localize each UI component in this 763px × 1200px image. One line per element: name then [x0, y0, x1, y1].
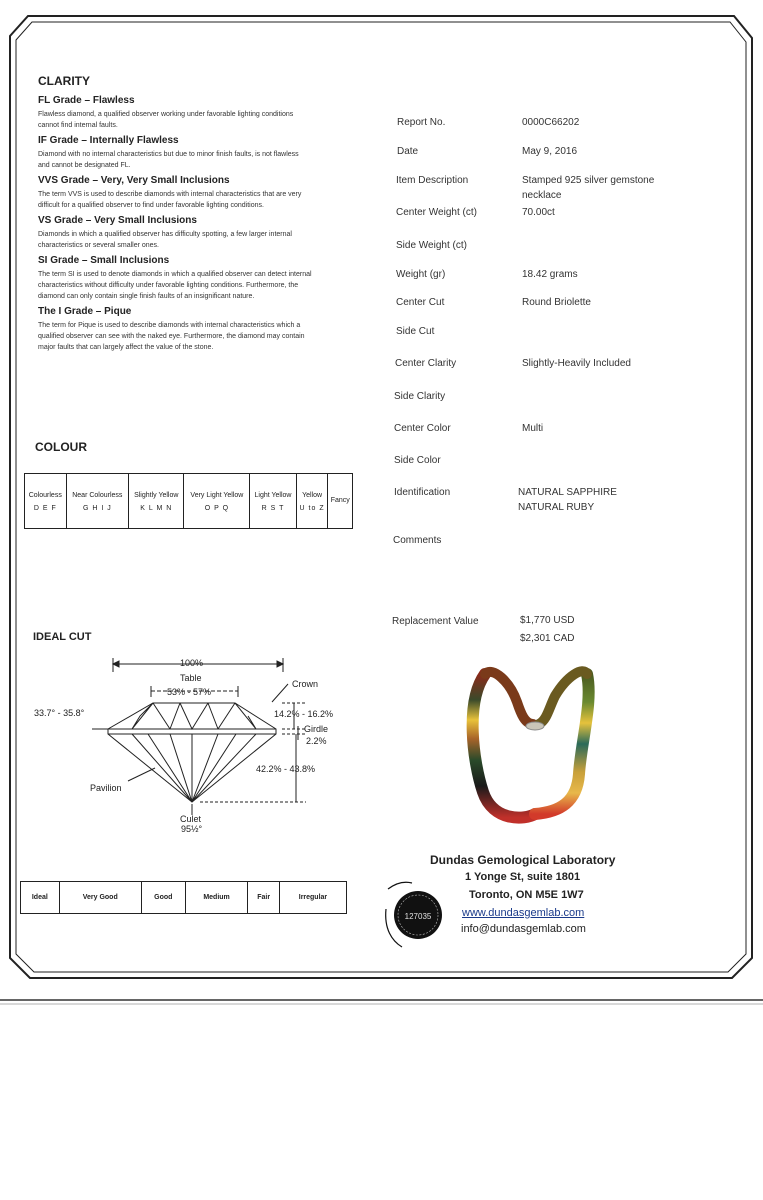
clarity-grade-title: The I Grade – Pique [38, 306, 132, 317]
colour-heading: COLOUR [35, 440, 87, 454]
lab-name: Dundas Gemological Laboratory [430, 853, 616, 867]
label-girdle: Girdle [304, 724, 329, 734]
label-pavilion-depth: 42.2% - 43.8% [256, 764, 316, 774]
cut-grade-cell: Very Good [59, 882, 141, 914]
report-field-value: 0000C66202 [522, 117, 580, 128]
lab-seal-stamp [382, 879, 452, 951]
label-pavilion: Pavilion [90, 783, 122, 793]
label-girdle-value: 2.2% [306, 736, 327, 746]
clarity-grade-description: The term for Pique is used to describe diamonds with internal characteristics which a [38, 322, 301, 329]
report-field-label: Identification [394, 487, 451, 498]
report-field-label: Date [397, 146, 419, 157]
colour-grade-code: O P Q [204, 504, 230, 512]
report-field-value: Multi [522, 423, 544, 434]
label-table-range: 53% - 57% [167, 687, 212, 697]
label-crown-height: 14.2% - 16.2% [274, 709, 334, 719]
report-field-value: Round Briolette [522, 297, 591, 308]
report-field-label: Side Weight (ct) [396, 240, 467, 251]
colour-grade-code: R S T [261, 504, 285, 512]
colour-grade-name: Yellow [302, 491, 323, 499]
report-field-label: Side Cut [396, 326, 435, 337]
clarity-grade-title: VS Grade – Very Small Inclusions [38, 215, 197, 226]
clarity-grade-title: IF Grade – Internally Flawless [38, 135, 179, 146]
colour-scale-cell [129, 474, 184, 529]
cut-grade-cell: Good [141, 882, 185, 914]
necklace-photo [455, 662, 615, 832]
report-field-label: Side Color [394, 455, 441, 466]
label-crown: Crown [292, 679, 319, 689]
cut-grade-cell: Fair [248, 882, 280, 914]
report-field-label: Center Color [394, 423, 451, 434]
report-field-value: 18.42 grams [522, 269, 578, 280]
clarity-grade-title: VVS Grade – Very, Very Small Inclusions [38, 175, 230, 186]
clarity-grade-description: major faults that can largely affect the value of the stone. [38, 344, 214, 351]
clarity-grade-description: characteristics or several smaller ones. [38, 242, 159, 249]
cut-grade-cell: Ideal [21, 882, 60, 914]
label-crown-angle: 33.7° - 35.8° [34, 708, 85, 718]
colour-grade-name: Colourless [28, 491, 62, 499]
label-culet-value: 95½° [181, 824, 203, 834]
clarity-grade-description: The term VVS is used to describe diamonds with internal characteristics that are very [38, 191, 302, 198]
report-field-label: Weight (gr) [396, 269, 446, 280]
clarity-grade-description: characteristics without difficulty under favorable lighting conditions. Furthermore, the [38, 282, 299, 289]
colour-grade-code: K L M N [140, 504, 173, 512]
report-field-value: May 9, 2016 [522, 146, 578, 157]
clarity-grade-description: Diamonds in which a qualified observer has difficulty spotting, a few larger internal [38, 231, 292, 238]
replacement-value-usd: $1,770 USD [520, 615, 575, 626]
lab-website-link[interactable]: www.dundasgemlab.com [462, 907, 585, 919]
colour-scale-cell [25, 474, 67, 529]
report-field-value: 70.00ct [522, 207, 555, 218]
cut-grade-cell: Irregular [279, 882, 346, 914]
colour-grade-name: Near Colourless [72, 491, 123, 499]
colour-scale-cell [184, 474, 250, 529]
label-total-width: 100% [180, 658, 204, 668]
colour-grade-code: D E F [33, 504, 57, 512]
colour-scale-cell [296, 474, 328, 529]
report-field-label: Side Clarity [394, 391, 446, 402]
clarity-grade-description: difficult for a qualified observer to find under favorable lighting conditions. [38, 202, 264, 209]
lab-email: info@dundasgemlab.com [461, 923, 586, 935]
ideal-cut-heading: IDEAL CUT [33, 631, 92, 643]
colour-grade-name: Slightly Yellow [134, 491, 179, 499]
lab-address-line1: 1 Yonge St, suite 1801 [465, 871, 581, 883]
clarity-heading: CLARITY [38, 74, 90, 88]
report-field-label: Report No. [397, 117, 446, 128]
colour-scale-cell [250, 474, 296, 529]
clarity-grade-description: The term SI is used to denote diamonds in which a qualified observer can detect internal [38, 271, 312, 278]
cut-grade-cell: Medium [185, 882, 248, 914]
report-field-label: Center Weight (ct) [396, 207, 477, 218]
report-field-label: Center Cut [396, 297, 445, 308]
replacement-value-cad: $2,301 CAD [520, 633, 575, 644]
seal-number: 127035 [404, 912, 432, 921]
replacement-value-label: Replacement Value [392, 616, 479, 627]
clarity-grade-title: FL Grade – Flawless [38, 95, 135, 106]
cut-grade-scale [20, 881, 347, 914]
clarity-grade-description: Flawless diamond, a qualified observer working under favorable lighting conditions [38, 111, 294, 118]
report-field-label: Center Clarity [395, 358, 457, 369]
colour-scale-table [24, 473, 353, 529]
report-field-value: Slightly-Heavily Included [522, 358, 631, 369]
report-field-label: Comments [393, 535, 442, 546]
report-field-value: NATURAL SAPPHIRE NATURAL RUBY [518, 487, 617, 513]
colour-scale-cell [66, 474, 128, 529]
colour-grade-code: G H I J [82, 504, 112, 512]
report-field-label: Item Description [396, 175, 469, 186]
report-field-value: Stamped 925 silver gemstone necklace [522, 175, 655, 201]
colour-grade-name: Very Light Yellow [190, 491, 244, 499]
colour-grade-code: U to Z [299, 504, 325, 512]
clarity-grade-description: Diamond with no internal characteristics but due to minor finish faults, is not flawless [38, 151, 299, 158]
clarity-grade-title: SI Grade – Small Inclusions [38, 255, 170, 266]
clarity-grade-description: qualified observer can see with the naked eye. Furthermore, the diamond may contain [38, 333, 305, 340]
diamond-cut-diagram [20, 650, 360, 840]
colour-grade-name: Fancy [330, 497, 350, 504]
lab-address-line2: Toronto, ON M5E 1W7 [469, 889, 584, 901]
clarity-grade-description: diamond can only contain single finish faults of an insignificant nature. [38, 293, 255, 300]
label-culet: Culet [180, 814, 202, 824]
clarity-grade-description: cannot find internal faults. [38, 122, 118, 129]
colour-grade-name: Light Yellow [254, 491, 292, 499]
clarity-grade-description: and cannot be designated FL. [38, 162, 131, 169]
label-table: Table [180, 673, 202, 683]
colour-scale-cell [328, 474, 353, 529]
